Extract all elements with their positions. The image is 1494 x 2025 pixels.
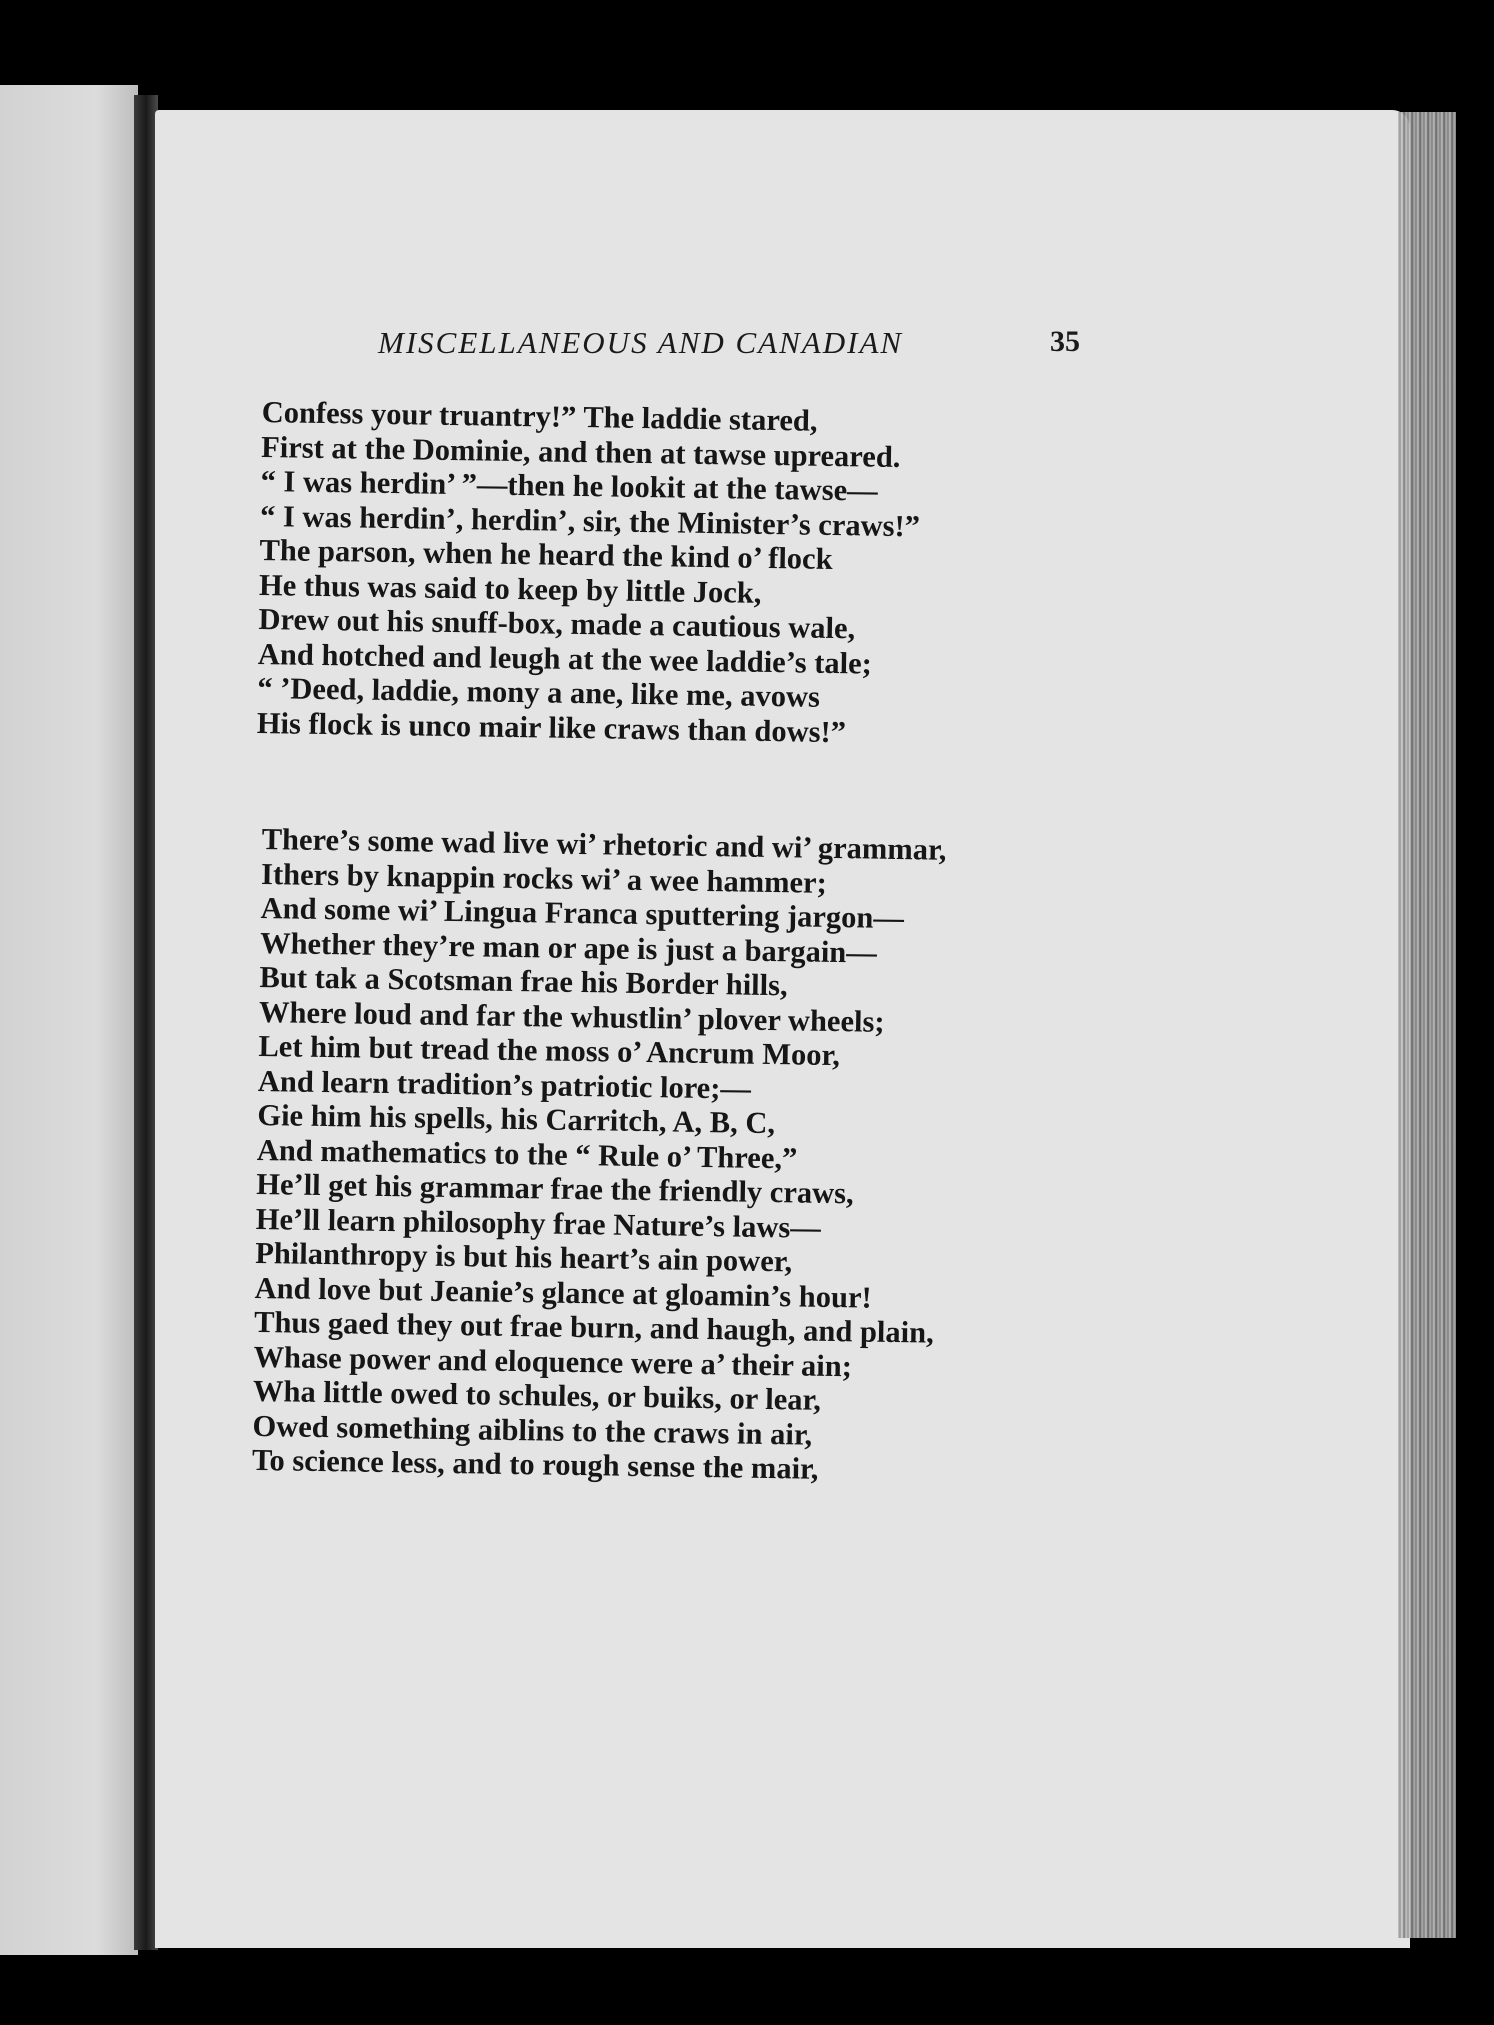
page-header [378,325,1098,375]
verse-line: Confess your truantry!” The laddie stared, [261,395,818,438]
verse-line: And hotched and leugh at the wee laddie’s tale; [257,636,873,681]
verse-line: Whether they’re man or ape is just a bargain— [259,925,878,970]
verse-line: And mathematics to the “ Rule o’ Three,” [256,1132,798,1175]
stanza-2 [252,822,1092,1490]
verse-line: And love but Jeanie’s glance at gloamin’s hour! [254,1270,872,1315]
verse-line: Gie him his spells, his Carritch, A, B, C, [257,1097,776,1141]
verse-line: And some wi’ Lingua Franca sputtering jargon— [260,890,905,936]
verse-line: The parson, when he heard the kind o’ flock [259,532,833,576]
running-title: MISCELLANEOUS AND CANADIAN [378,325,904,360]
page-number: 35 [1050,325,1080,358]
verse-line: Drew out his snuff-box, made a cautious wale, [258,601,856,646]
verse-line: There’s some wad live wi’ rhetoric and wi’ grammar, [261,822,947,867]
verse-line: Owed something aiblins to the craws in air, [252,1408,813,1452]
verse-line: “ I was herdin’ ”—then he lookit at the tawse— [260,463,878,508]
verse-line: Wha little owed to schules, or buiks, or lear, [252,1373,822,1417]
stanza-1 [257,395,1092,753]
verse-line: Whase power and eloquence were a’ their ain; [253,1339,853,1383]
verse-line: His flock is unco mair like craws than dows!” [256,705,847,749]
verse-line: “ I was herdin’, herdin’, sir, the Minister’s craws!” [259,498,921,543]
verse-line: Philanthropy is but his heart’s ain power, [254,1235,793,1279]
verse-line: But tak a Scotsman frae his Border hills, [259,959,788,1003]
verse-line: To science less, and to rough sense the mair, [251,1442,819,1486]
verse-line: Thus gaed they out frae burn, and haugh, and plain, [253,1304,935,1350]
verse-line: First at the Dominie, and then at tawse upreared. [260,429,901,474]
verse-line: Let him but tread the moss o’ Ancrum Moor, [258,1028,841,1073]
verse-line: He’ll learn philosophy frae Nature’s laws— [255,1201,822,1245]
page-fore-edge [1398,112,1456,1938]
verse-line: He thus was said to keep by little Jock, [258,567,762,610]
verse-line: Ithers by knappin rocks wi’ a wee hammer; [260,856,828,900]
verse-line: He’ll get his grammar frae the friendly craws, [256,1166,854,1211]
verse-line: Where loud and far the whustlin’ plover wheels; [258,994,885,1039]
verse-line: And learn tradition’s patriotic lore;— [257,1063,752,1106]
verse-line: “ ’Deed, laddie, mony a ane, like me, avows [257,670,821,714]
facing-page-edge [0,85,138,1955]
